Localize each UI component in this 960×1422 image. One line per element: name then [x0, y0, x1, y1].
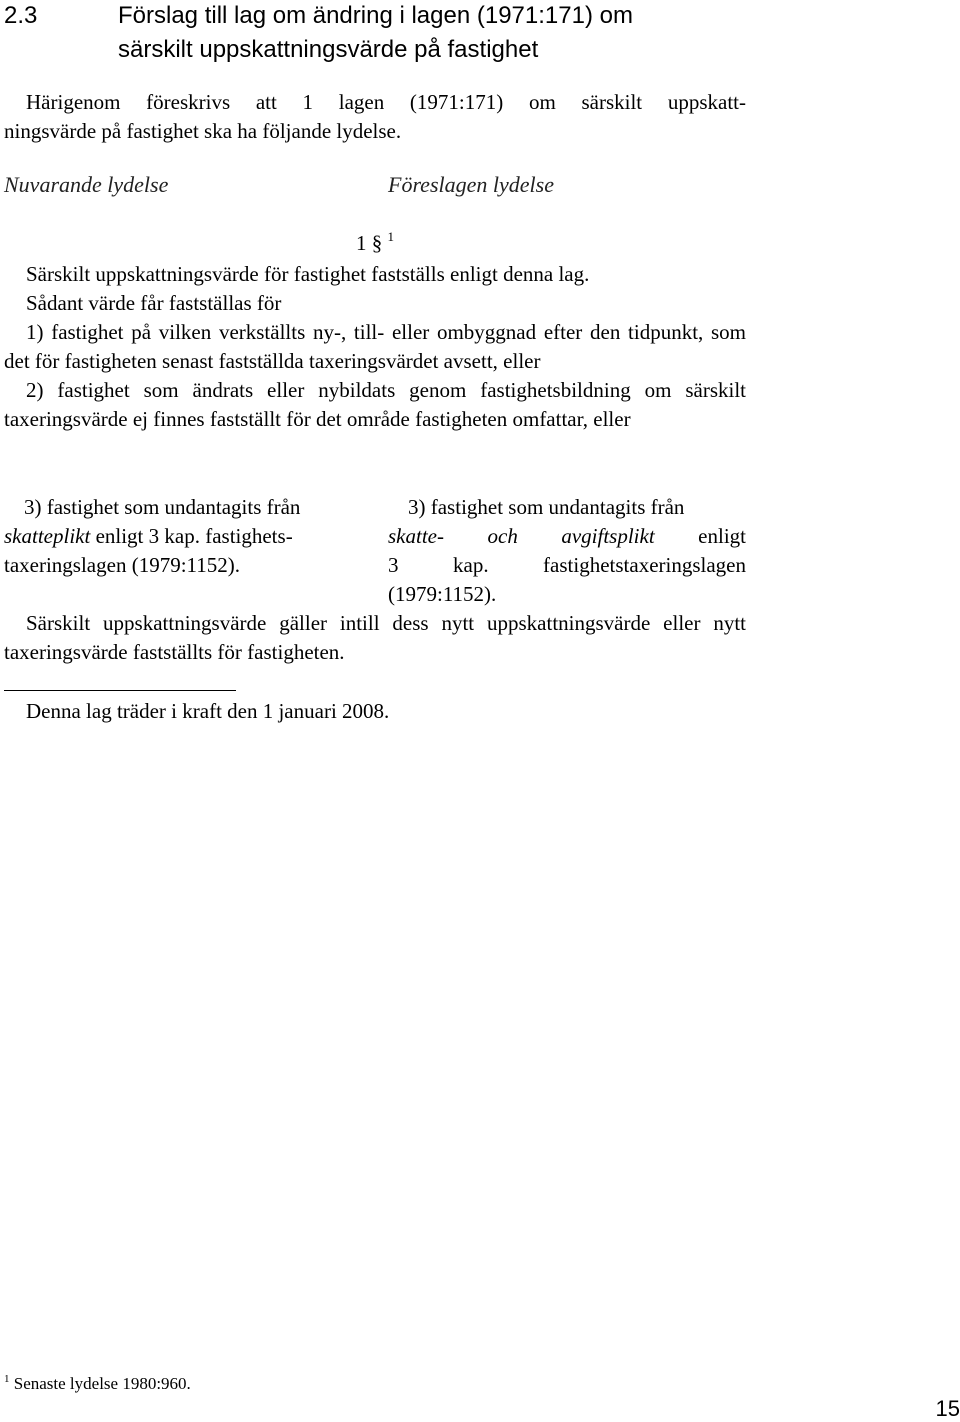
- intro-paragraph: [4, 88, 746, 146]
- footnote-text: Senaste lydelse 1980:960.: [13, 1374, 191, 1393]
- proposed-italic-term: skatte- och avgiftsplikt: [388, 524, 655, 548]
- footnote-reference: 1: [387, 229, 394, 244]
- closing-text-block: [4, 609, 746, 667]
- footnote-marker: 1: [4, 1373, 10, 1385]
- separator-rule: [4, 690, 236, 691]
- intro-line-2: ningsvärde på fastighet ska ha följande lydelse.: [4, 119, 402, 143]
- current-text-column: [4, 493, 360, 580]
- proposed-line-4: (1979:1152).: [388, 582, 497, 606]
- page-number: 15: [935, 1396, 960, 1421]
- current-line-1: 3) fastighet som undantagits från: [24, 495, 301, 519]
- body-paragraph-2: Sådant värde får fastställas för: [26, 291, 282, 315]
- section-title-line-2: särskilt uppskattningsvärde på fastighet: [118, 36, 539, 63]
- section-number: 2.3: [4, 2, 38, 29]
- current-line-2-rest: enligt 3 kap. fastighets-: [90, 524, 293, 548]
- paragraph-label: 1 §: [356, 231, 383, 255]
- proposed-text-column: [388, 493, 746, 609]
- body-paragraph-1: Särskilt uppskattningsvärde för fastighet fastställs enligt denna lag.: [26, 262, 590, 286]
- body-paragraph-5: Särskilt uppskattningsvärde gäller intill dess nytt uppskattningsvärde eller nytt taxeringsvärde fastställts för fastigheten.: [4, 611, 746, 664]
- body-paragraph-4: 2) fastighet som ändrats eller nybildats genom fastighetsbildning om särskilt taxeringsvärde ej finnes fastställt för det område fastigheten omfattar, eller: [4, 378, 746, 431]
- effective-date-text: Denna lag träder i kraft den 1 januari 2008.: [26, 699, 390, 723]
- current-line-2: [4, 522, 360, 551]
- proposed-line-2: [388, 522, 746, 551]
- footnote: [4, 1373, 191, 1394]
- current-italic-term: skatteplikt: [4, 524, 91, 548]
- section-title-line-1: Förslag till lag om ändring i lagen (1971:171) om: [118, 2, 633, 29]
- shared-text-block: [4, 260, 746, 434]
- proposed-line-3: 3 kap. fastighetstaxeringslagen: [388, 553, 746, 577]
- proposed-line-2-rest: enligt: [654, 524, 746, 548]
- body-paragraph-3: 1) fastighet på vilken verkställts ny-, till- eller ombyggnad efter den tidpunkt, som det för fastigheten senast fastställda taxeringsvärdet avsett, eller: [4, 320, 746, 373]
- current-line-3: taxeringslagen (1979:1152).: [4, 553, 240, 577]
- paragraph-number: [356, 229, 394, 256]
- proposed-line-1: 3) fastighet som undantagits från: [408, 495, 685, 519]
- column-heading-current: Nuvarande lydelse: [4, 172, 169, 197]
- column-heading-proposed: Föreslagen lydelse: [388, 172, 554, 197]
- intro-line-1: Härigenom föreskrivs att 1 lagen (1971:171) om särskilt uppskatt-: [26, 90, 746, 114]
